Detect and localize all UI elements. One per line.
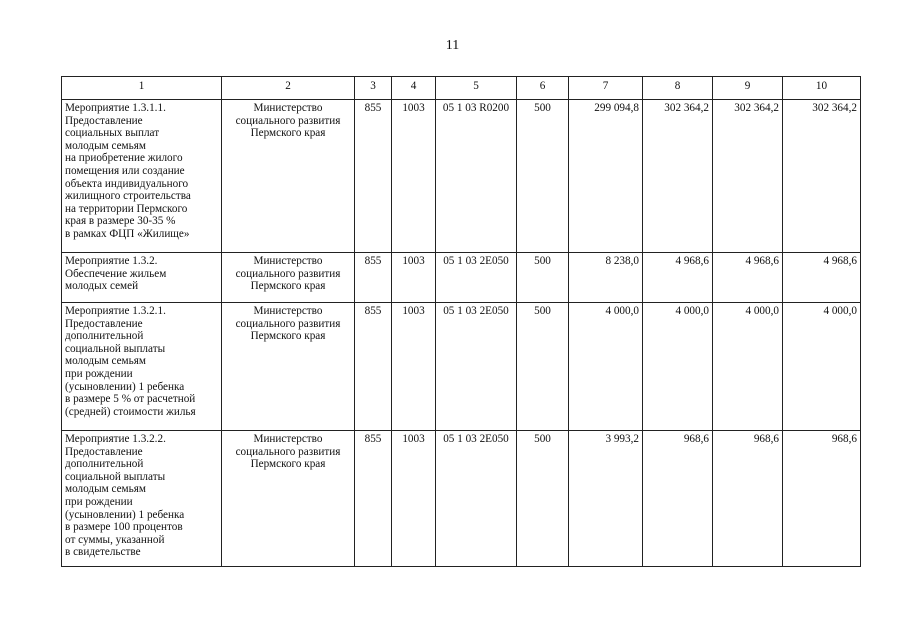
page-number: 11: [445, 38, 460, 53]
ministry-name: Министерство социального развития Пермского края: [235, 102, 341, 140]
table-row: [62, 100, 861, 253]
code-6-cell: 500: [517, 431, 569, 567]
ministry-cell: [222, 253, 355, 303]
table-row: [62, 431, 861, 567]
code-4-cell: 1003: [392, 100, 436, 253]
amount-9-cell: 4 968,6: [713, 253, 783, 303]
table-header: [62, 77, 861, 100]
activity-name: Мероприятие 1.3.1.1. Предоставление социальных выплат молодым семьям на приобретение жилого помещения или создание объекта индивидуального жилищного строительства на территории Пермского края в размере 30-35 % в рамках ФЦП «Жилище»: [65, 102, 191, 240]
header-row: [62, 77, 861, 100]
activity-name-cell: [62, 431, 222, 567]
amount-7-cell: 4 000,0: [569, 303, 643, 431]
code-5-cell: 05 1 03 2E050: [436, 303, 517, 431]
amount-7-cell: 3 993,2: [569, 431, 643, 567]
ministry-name: Министерство социального развития Пермского края: [235, 433, 341, 471]
amount-10-cell: 4 968,6: [783, 253, 861, 303]
code-4-cell: 1003: [392, 431, 436, 567]
code-3-cell: 855: [355, 253, 392, 303]
ministry-name: Министерство социального развития Пермского края: [235, 255, 341, 293]
code-3-cell: 855: [355, 431, 392, 567]
header-col-4: 4: [392, 77, 436, 100]
code-4-cell: 1003: [392, 253, 436, 303]
code-5-cell: 05 1 03 2E050: [436, 253, 517, 303]
amount-8-cell: 302 364,2: [643, 100, 713, 253]
activity-name: Мероприятие 1.3.2.2. Предоставление дополнительной социальной выплаты молодым семьям при рождении (усыновлении) 1 ребенка в размере 100 процентов от суммы, указанной в свидетельстве: [65, 433, 185, 559]
activity-name-cell: [62, 253, 222, 303]
amount-7-cell: 8 238,0: [569, 253, 643, 303]
header-col-6: 6: [517, 77, 569, 100]
activity-name-cell: [62, 303, 222, 431]
amount-8-cell: 968,6: [643, 431, 713, 567]
amount-10-cell: 4 000,0: [783, 303, 861, 431]
ministry-cell: [222, 431, 355, 567]
header-col-9: 9: [713, 77, 783, 100]
header-col-3: 3: [355, 77, 392, 100]
header-col-2: 2: [222, 77, 355, 100]
activity-name: Мероприятие 1.3.2. Обеспечение жильем молодых семей: [65, 255, 167, 293]
header-col-8: 8: [643, 77, 713, 100]
header-col-7: 7: [569, 77, 643, 100]
activity-name-cell: [62, 100, 222, 253]
code-6-cell: 500: [517, 253, 569, 303]
amount-10-cell: 968,6: [783, 431, 861, 567]
table-body: [62, 100, 861, 567]
code-6-cell: 500: [517, 303, 569, 431]
code-5-cell: 05 1 03 2E050: [436, 431, 517, 567]
amount-7-cell: 299 094,8: [569, 100, 643, 253]
code-5-cell: 05 1 03 R0200: [436, 100, 517, 253]
ministry-cell: [222, 303, 355, 431]
amount-8-cell: 4 968,6: [643, 253, 713, 303]
header-col-5: 5: [436, 77, 517, 100]
amount-9-cell: 302 364,2: [713, 100, 783, 253]
activity-name: Мероприятие 1.3.2.1. Предоставление дополнительной социальной выплаты молодым семьям при рождении (усыновлении) 1 ребенка в размере 5 % от расчетной (средней) стоимости жилья: [65, 305, 196, 418]
amount-8-cell: 4 000,0: [643, 303, 713, 431]
ministry-cell: [222, 100, 355, 253]
header-col-1: 1: [62, 77, 222, 100]
code-4-cell: 1003: [392, 303, 436, 431]
amount-9-cell: 4 000,0: [713, 303, 783, 431]
amount-10-cell: 302 364,2: [783, 100, 861, 253]
code-6-cell: 500: [517, 100, 569, 253]
table-row: [62, 303, 861, 431]
ministry-name: Министерство социального развития Пермского края: [235, 305, 341, 343]
code-3-cell: 855: [355, 100, 392, 253]
amount-9-cell: 968,6: [713, 431, 783, 567]
code-3-cell: 855: [355, 303, 392, 431]
budget-table: [61, 76, 861, 567]
table-row: [62, 253, 861, 303]
header-col-10: 10: [783, 77, 861, 100]
